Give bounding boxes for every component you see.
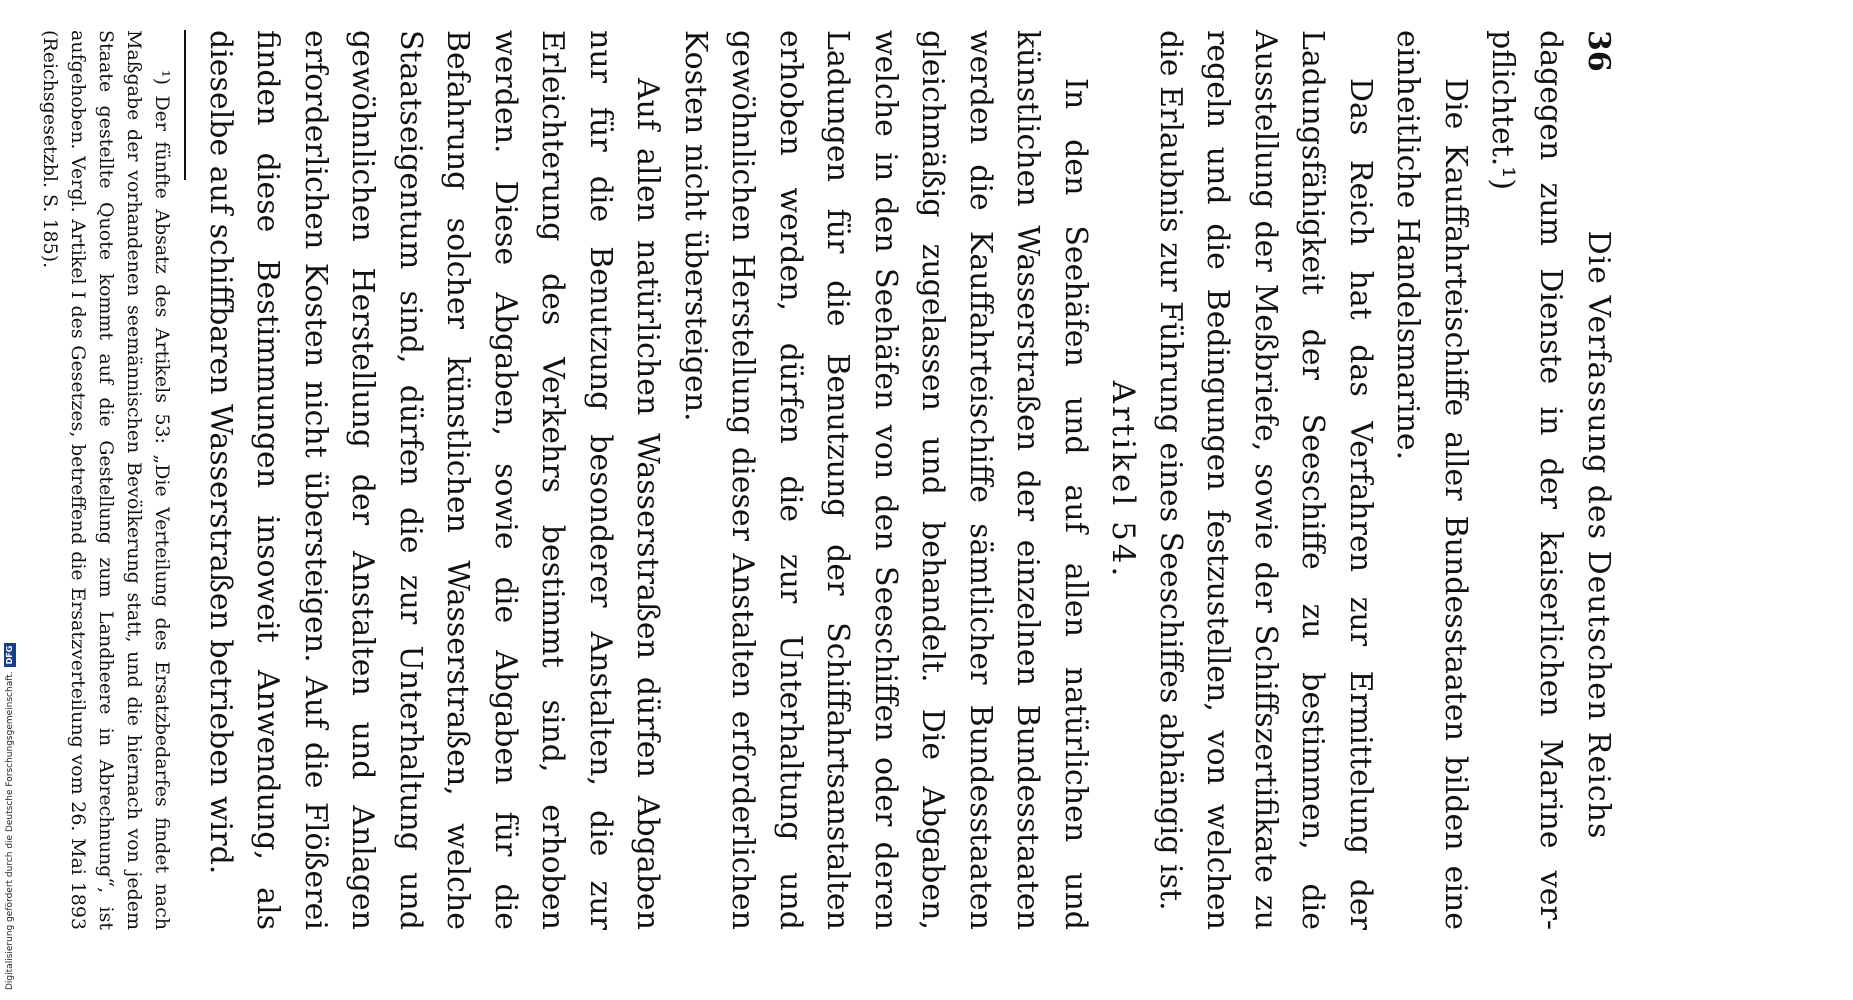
paragraph-ship-measurement: Das Reich hat das Verfahren zur Ermittelung der Ladungsfähigkeit der Seeschiffe zu bestimmen, die Ausstellung der Meßbriefe, sowie der Schiffszertifikate zu regeln und die Bedingungen festzustellen, von welchen die Erlaubnis zur Führung eines Seeschiffes abhängig ist. [1153, 30, 1378, 930]
paragraph-waterways: Auf allen natürlichen Wasserstraßen dürfen Abgaben nur für die Benutzung besonderer Anstalten, die zur Erleichterung des Verkehrs bestimmt sind, erhoben werden. Diese Abgaben, sowie die Abgaben für die Befahrung solcher künstlichen Wasserstraßen, welche Staatseigentum sind, dürfen die zur Unterhaltung und gewöhnlichen Herstellung der Anstalten und Anlagen erforderlichen Kosten nicht übersteigen. Auf die Flößerei finden diese Bestimmungen insoweit Anwendung, als dieselbe auf schiffbaren Wasserstraßen betrieben wird. [203, 30, 666, 930]
article-heading: Artikel 54. [1105, 380, 1142, 580]
dfg-logo: DFG [4, 643, 16, 668]
page-header [1574, 30, 1622, 930]
running-head: Die Verfassung des Deutschen Reichs [1581, 230, 1616, 840]
footnote-divider [185, 30, 187, 180]
footnote [37, 30, 177, 930]
footnote-marker: ¹) [151, 70, 174, 86]
paragraph-continuation: dagegen zum Dienste in der kaiserlichen Marine ver-pflichtet.¹) [1485, 30, 1568, 930]
main-text [197, 30, 1575, 930]
paragraph-seaports: In den Seehäfen und auf allen natürlichen und künstlichen Wasserstraßen der einzelnen Bundesstaaten werden die Kauffahrteischiffe sämtlicher Bundesstaaten gleichmäßig zugelassen und behandelt. Die Abgaben, welche in den Seehäfen von den Seeschiffen oder deren Ladungen für die Benutzung der Schiffahrtsanstalten erhoben werden, dürfen die zur Unterhaltung und gewöhnlichen Herstellung dieser Anstalten erforderlichen Kosten nicht übersteigen. [678, 30, 1093, 930]
rotated-book-page [39, 30, 1622, 930]
page-number: 36 [1581, 30, 1616, 72]
footnote-text: Der fünfte Absatz des Artikels 53: „Die Verteilung des Ersatzbedarfes findet nach Maßgabe der vorhandenen seemännischen Bevölkerung statt, und die hiernach von jedem Staate gestellte Quote kommt auf die Gestellung zum Landheere in Abrechnung“, ist aufgehoben. Vergl. Artikel I des Gesetzes, betreffend die Ersatzverteilung vom 26. Mai 1893 (Reichsgesetzbl. S. 185). [39, 30, 174, 930]
digitization-credit [4, 643, 16, 990]
credit-text: Digitalisierung gefördert durch die Deutsche Forschungsgemeinschaft. [5, 671, 15, 990]
paragraph-merchant-navy: Die Kauffahrteischiffe aller Bundesstaaten bilden eine einheitliche Handelsmarine. [1390, 30, 1473, 930]
